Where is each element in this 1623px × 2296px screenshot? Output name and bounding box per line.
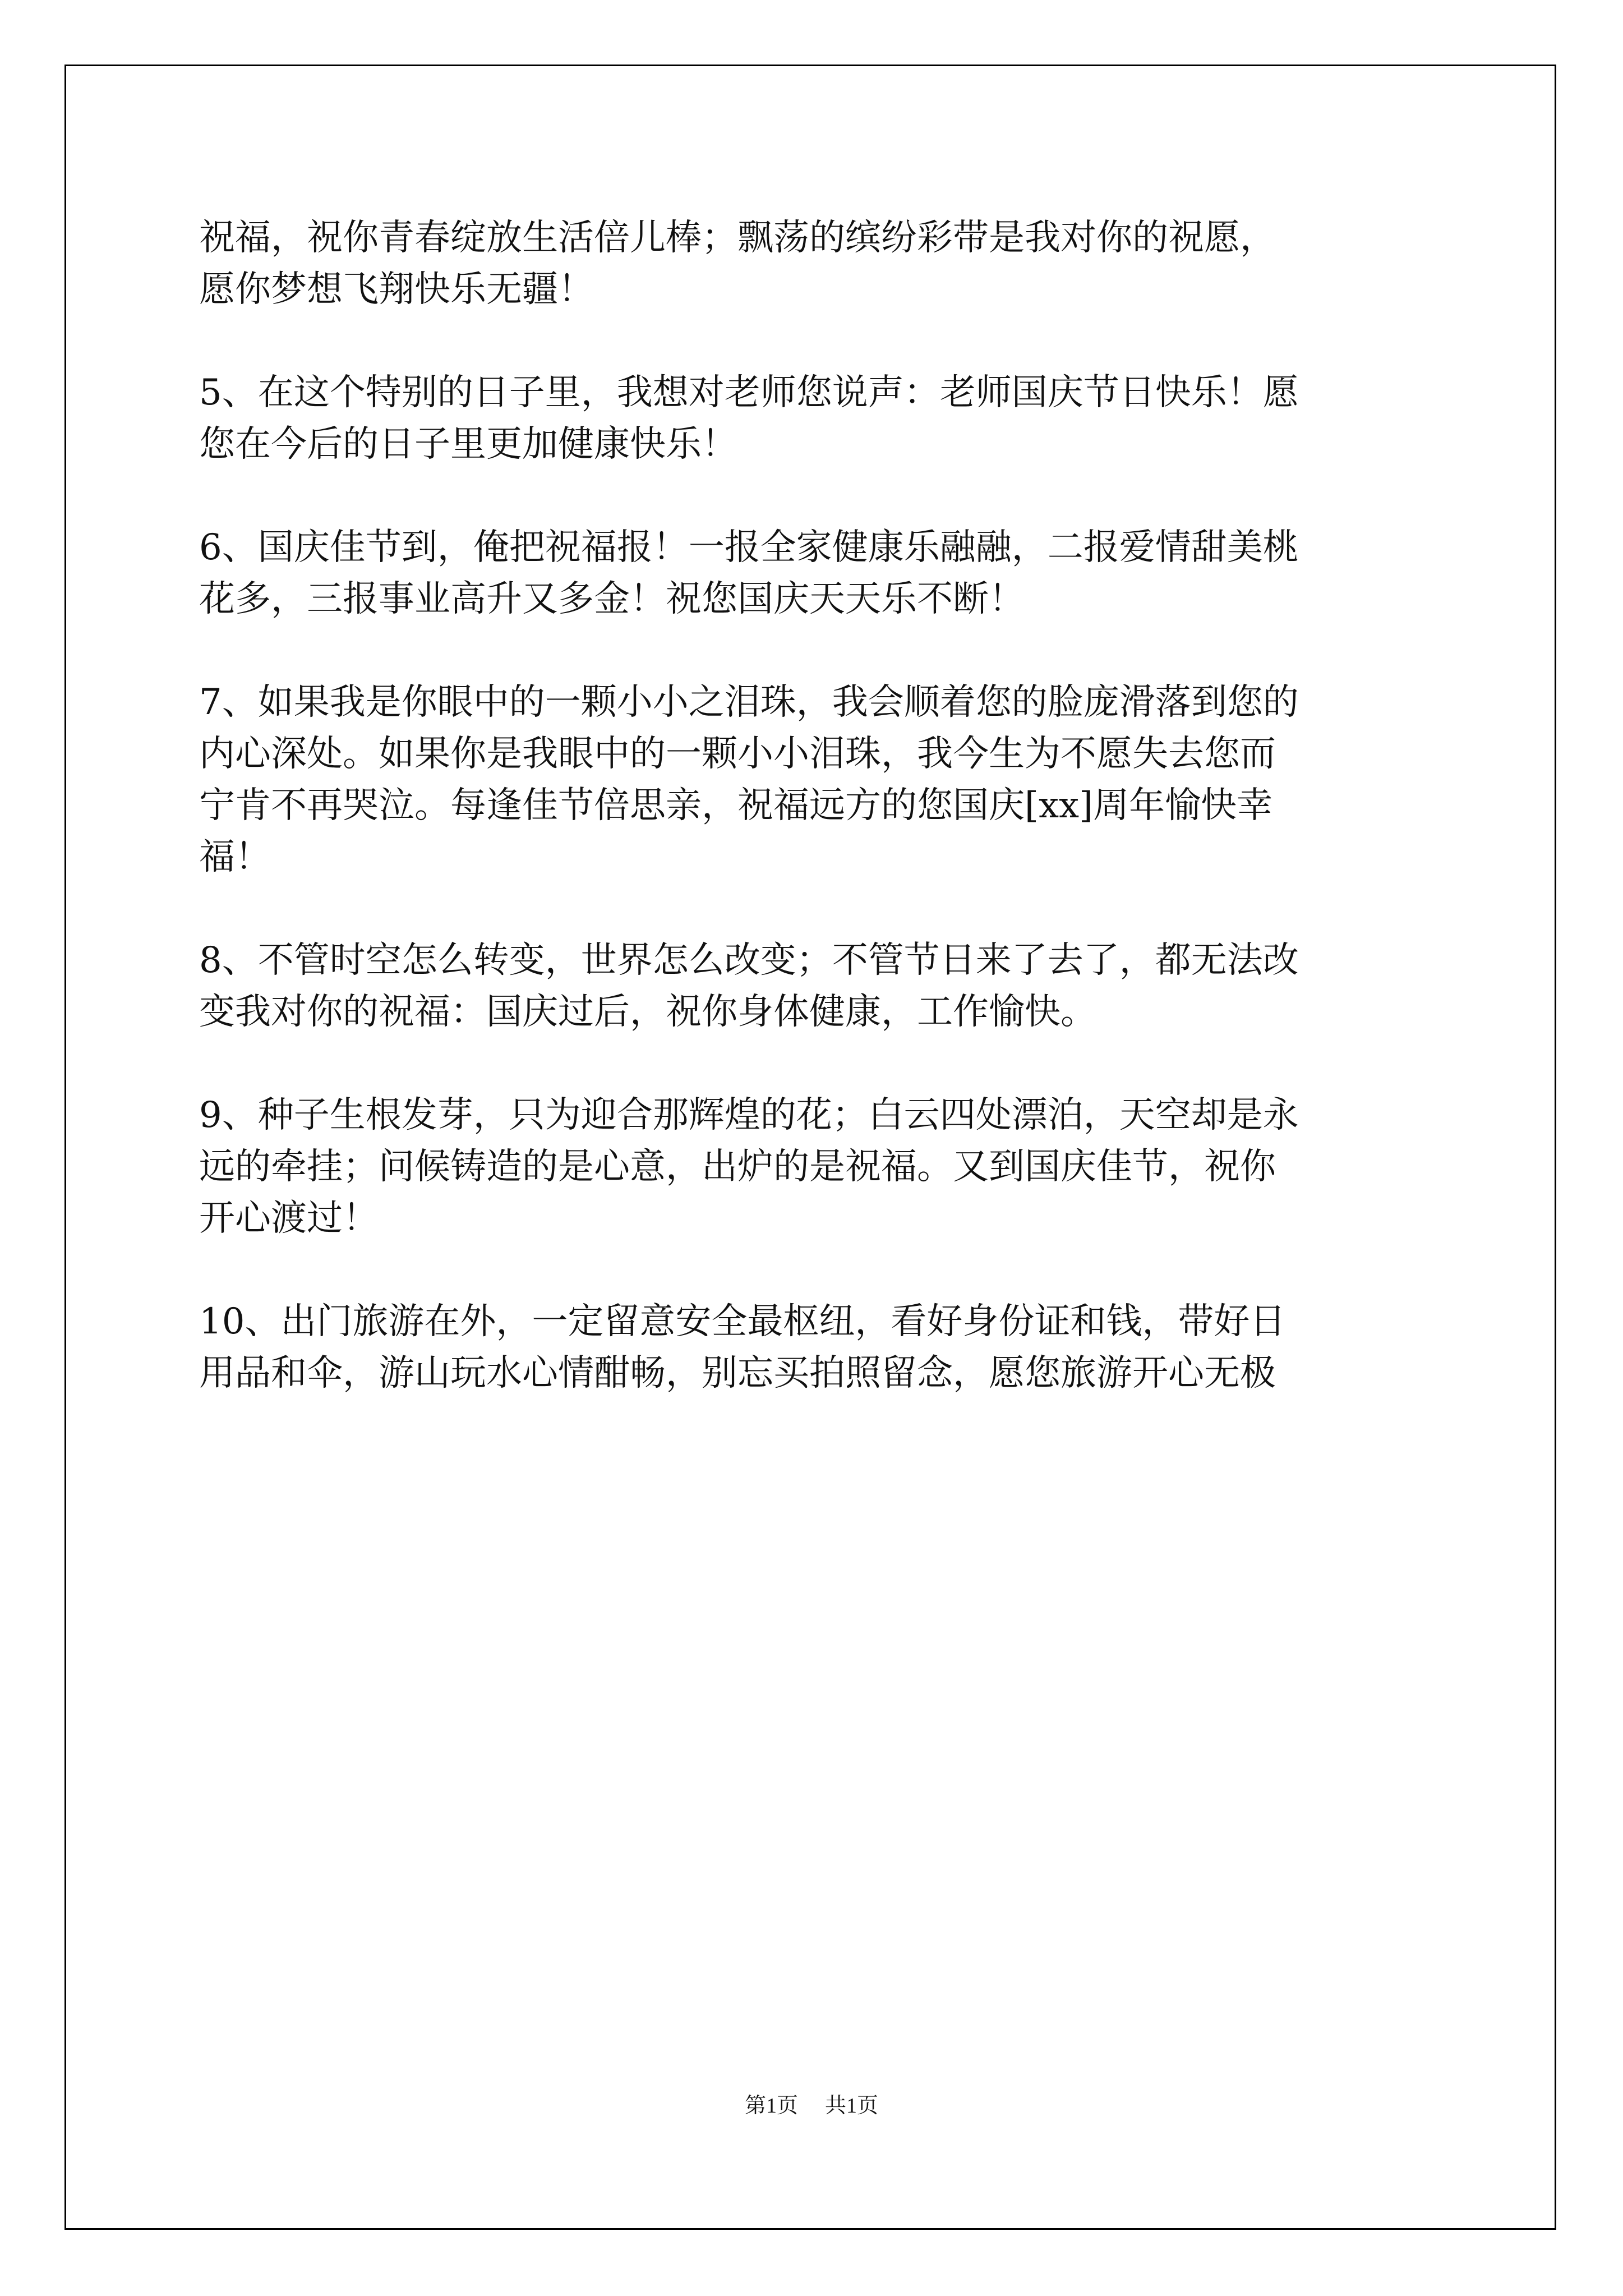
page-number: 第1页 [744,2094,798,2118]
text-line: 祝福，祝你青春绽放生活倍儿棒；飘荡的缤纷彩带是我对你的祝愿， [199,217,1276,259]
text-line: 用品和伞，游山玩水心情酣畅，别忘买拍照留念，愿您旅游开心无极 [199,1352,1276,1394]
text-line: 9、种子生根发芽，只为迎合那辉煌的花；白云四处漂泊，天空却是永 [199,1094,1299,1136]
document-body [199,212,1427,1399]
text-line: 花多，三报事业高升又多金！祝您国庆天天乐不断！ [199,578,1025,620]
page-total: 共1页 [825,2094,879,2118]
text-line: 宁肯不再哭泣。每逢佳节倍思亲，祝福远方的您国庆[xx]周年愉快幸 [199,785,1273,826]
text-line: 10、出门旅游在外，一定留意安全最枢纽，看好身份证和钱，带好日 [199,1301,1286,1342]
text-line: 5、在这个特别的日子里，我想对老师您说声：老师国庆节日快乐！愿 [199,372,1299,413]
text-line: 内心深处。如果你是我眼中的一颗小小泪珠，我今生为不愿失去您而 [199,733,1276,775]
text-line: 开心渡过！ [199,1198,379,1239]
text-line: 远的牵挂；问候铸造的是心意，出炉的是祝福。又到国庆佳节，祝你 [199,1146,1276,1188]
text-line: 愿你梦想飞翔快乐无疆！ [199,269,594,310]
text-line: 您在今后的日子里更加健康快乐！ [199,424,737,465]
text-line: 7、如果我是你眼中的一颗小小之泪珠，我会顺着您的脸庞滑落到您的 [199,682,1299,723]
text-line: 6、国庆佳节到，俺把祝福报！一报全家健康乐融融，二报爱情甜美桃 [199,527,1299,568]
text-line: 变我对你的祝福：国庆过后，祝你身体健康，工作愉快。 [199,991,1096,1033]
text-line: 福！ [199,836,271,878]
text-line: 8、不管时空怎么转变，世界怎么改变；不管节日来了去了，都无法改 [199,940,1299,981]
page-footer [0,2092,1623,2119]
